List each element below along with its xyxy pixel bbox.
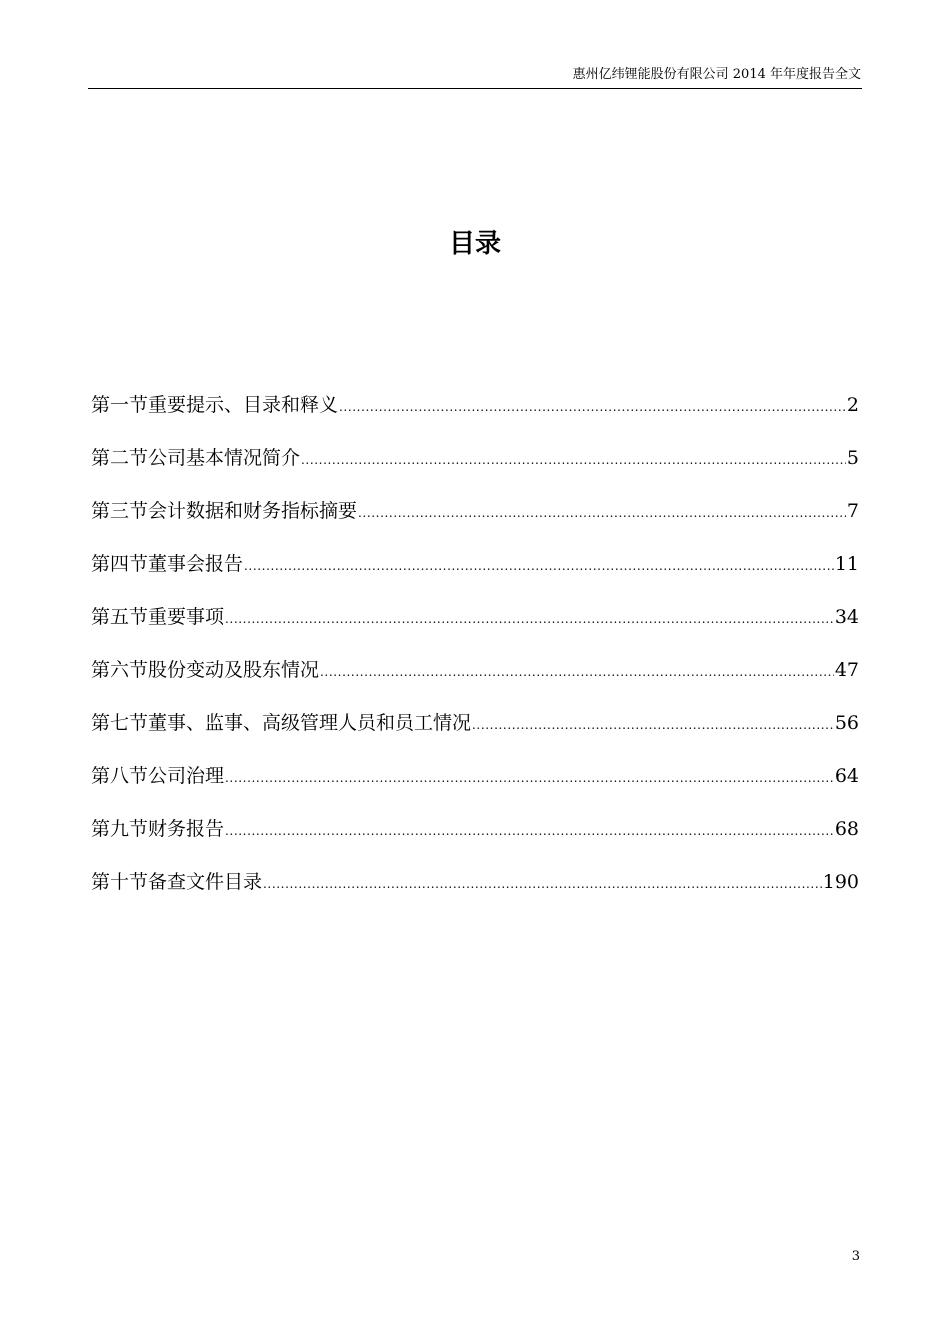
toc-entry-label: 第六节股份变动及股东情况 xyxy=(91,659,320,681)
toc-entry-label: 第三节会计数据和财务指标摘要 xyxy=(91,500,358,522)
toc-entry-label: 第一节重要提示、目录和释义 xyxy=(91,394,339,416)
toc-dot-leader xyxy=(225,602,834,636)
toc-entry[interactable] xyxy=(91,388,859,441)
toc-entry[interactable] xyxy=(91,547,859,600)
toc-entry-page: 34 xyxy=(834,606,859,628)
toc-entry-label: 第四节董事会报告 xyxy=(91,553,244,575)
toc-entry-page: 11 xyxy=(834,553,859,575)
toc-dot-leader xyxy=(472,708,834,742)
toc-entry-page: 190 xyxy=(822,871,859,893)
toc-entry[interactable] xyxy=(91,759,859,812)
toc-entry-label: 第二节公司基本情况简介 xyxy=(91,447,301,469)
toc-dot-leader xyxy=(320,655,834,689)
toc-entry[interactable] xyxy=(91,600,859,653)
toc-entry-label: 第十节备查文件目录 xyxy=(91,871,263,893)
toc-dot-leader xyxy=(339,390,846,424)
toc-entry-label: 第七节董事、监事、高级管理人员和员工情况 xyxy=(91,712,472,734)
toc-entry-page: 64 xyxy=(834,765,859,787)
toc-dot-leader xyxy=(225,814,834,848)
table-of-contents xyxy=(91,388,859,918)
toc-entry-label: 第九节财务报告 xyxy=(91,818,225,840)
toc-entry-label: 第八节公司治理 xyxy=(91,765,225,787)
running-header: 惠州亿纬锂能股份有限公司 2014 年年度报告全文 xyxy=(572,67,861,82)
header-divider xyxy=(88,88,862,89)
toc-entry-page: 56 xyxy=(834,712,859,734)
toc-entry[interactable] xyxy=(91,653,859,706)
toc-entry[interactable] xyxy=(91,494,859,547)
toc-entry-page: 2 xyxy=(846,394,859,416)
toc-entry-label: 第五节重要事项 xyxy=(91,606,225,628)
page-number: 3 xyxy=(851,1249,860,1264)
toc-entry-page: 68 xyxy=(834,818,859,840)
toc-entry-page: 7 xyxy=(846,500,859,522)
toc-dot-leader xyxy=(225,761,834,795)
page-title: 目录 xyxy=(448,229,501,259)
toc-dot-leader xyxy=(301,443,846,477)
toc-entry[interactable] xyxy=(91,706,859,759)
toc-entry[interactable] xyxy=(91,441,859,494)
toc-entry[interactable] xyxy=(91,865,859,918)
toc-entry[interactable] xyxy=(91,812,859,865)
toc-dot-leader xyxy=(244,549,834,583)
toc-entry-page: 47 xyxy=(834,659,859,681)
toc-entry-page: 5 xyxy=(846,447,859,469)
toc-dot-leader xyxy=(263,867,822,901)
toc-dot-leader xyxy=(358,496,846,530)
